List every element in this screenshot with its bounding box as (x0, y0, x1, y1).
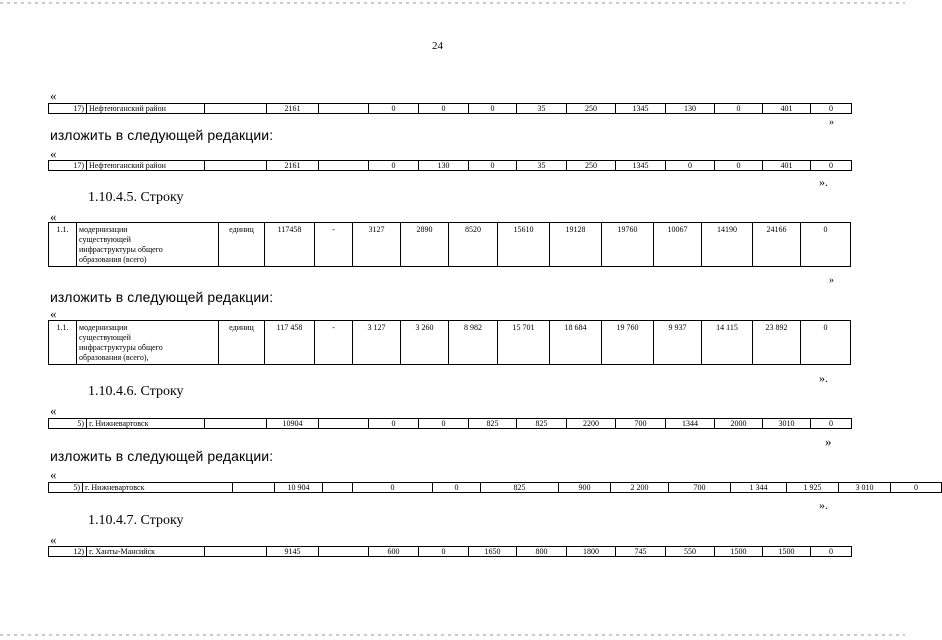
row-value-cell: 0 (369, 104, 419, 114)
row-number-cell: 12) (49, 547, 87, 557)
old-row-table (48, 222, 851, 267)
row-value-cell (319, 104, 369, 114)
row-value-cell: 1344 (666, 419, 715, 429)
row-value-cell: 1345 (616, 104, 666, 114)
row-value-cell: 24166 (753, 223, 801, 267)
description-line: образования (всего), (79, 353, 149, 362)
close-quote: » (829, 275, 834, 286)
unit-cell: единиц (219, 223, 265, 267)
row-value-cell: 0 (811, 547, 852, 557)
row-number-cell: 1.1. (49, 223, 77, 267)
row-value-cell: 3010 (763, 419, 811, 429)
row-value-cell: 0 (419, 547, 469, 557)
row-value-cell: 0 (419, 104, 469, 114)
row-value-cell: 9 937 (654, 321, 702, 365)
row-value-cell: 117 458 (265, 321, 315, 365)
row-value-cell: 2890 (401, 223, 449, 267)
row-value-cell: 825 (517, 419, 567, 429)
row-value-cell: 130 (666, 104, 715, 114)
row-value-cell: 0 (469, 104, 517, 114)
open-quote: « (50, 403, 57, 418)
row-value-cell (205, 419, 267, 429)
row-value-cell: 1 925 (787, 483, 839, 493)
description-line: инфраструктуры общего (79, 343, 163, 352)
scan-edge-bottom (0, 634, 905, 636)
row-name-cell: Нефтеюганский район (87, 161, 205, 171)
new-row-table (48, 482, 942, 493)
row-value-cell: 0 (666, 161, 715, 171)
open-quote: « (50, 306, 57, 321)
row-number-cell: 17) (49, 161, 87, 171)
row-value-cell: 2000 (715, 419, 763, 429)
row-value-cell: 130 (419, 161, 469, 171)
row-value-cell (319, 419, 369, 429)
row-value-cell: 250 (567, 161, 616, 171)
old-row-table (48, 103, 852, 114)
table-row (49, 419, 852, 429)
row-value-cell: 19760 (602, 223, 654, 267)
row-value-cell: 1 344 (731, 483, 787, 493)
row-value-cell: 15 701 (498, 321, 550, 365)
row-value-cell: 0 (801, 321, 851, 365)
row-value-cell: 0 (715, 104, 763, 114)
description-line: модернизации (79, 225, 128, 234)
row-value-cell: 1800 (567, 547, 616, 557)
row-name-cell: г. Нижневартовск (87, 419, 205, 429)
row-value-cell: 745 (616, 547, 666, 557)
row-value-cell: 35 (517, 104, 567, 114)
description-line: инфраструктуры общего (79, 245, 163, 254)
row-number-cell: 5) (49, 419, 87, 429)
row-value-cell: 3 010 (839, 483, 891, 493)
row-value-cell: 14 115 (702, 321, 753, 365)
section-title: 1.10.4.7. Строку (88, 513, 184, 528)
row-value-cell: 2161 (267, 104, 319, 114)
close-quote: » (829, 117, 834, 128)
row-value-cell: 0 (811, 104, 852, 114)
row-value-cell: 0 (369, 161, 419, 171)
row-value-cell (323, 483, 353, 493)
row-value-cell (205, 104, 267, 114)
row-value-cell: 401 (763, 161, 811, 171)
close-quote: ». (819, 371, 828, 385)
row-value-cell: 18 684 (550, 321, 602, 365)
section-title: 1.10.4.6. Строку (88, 384, 184, 399)
description-line: существующей (79, 333, 131, 342)
row-number-cell: 1.1. (49, 321, 77, 365)
row-value-cell: 401 (763, 104, 811, 114)
close-quote: ». (819, 498, 828, 512)
row-value-cell: 1500 (763, 547, 811, 557)
row-value-cell: 550 (666, 547, 715, 557)
section-title: 1.10.4.5. Строку (88, 190, 184, 205)
row-value-cell: 10 904 (275, 483, 323, 493)
row-value-cell: 23 892 (753, 321, 801, 365)
row-value-cell: 1500 (715, 547, 763, 557)
open-quote: « (50, 467, 57, 482)
table-row (49, 321, 851, 365)
old-row-table (48, 418, 852, 429)
row-number-cell: 5) (49, 483, 83, 493)
row-value-cell: 1345 (616, 161, 666, 171)
open-quote: « (50, 88, 57, 103)
row-value-cell: 800 (517, 547, 567, 557)
row-value-cell: 700 (669, 483, 731, 493)
row-value-cell: 0 (811, 419, 852, 429)
row-value-cell: 250 (567, 104, 616, 114)
row-value-cell (205, 161, 267, 171)
new-row-table (48, 320, 851, 365)
description-line: образования (всего) (79, 255, 147, 264)
row-value-cell: 0 (715, 161, 763, 171)
replace-heading: изложить в следующей редакции: (50, 127, 274, 143)
row-value-cell: - (315, 223, 353, 267)
row-value-cell: - (315, 321, 353, 365)
row-value-cell: 3 127 (353, 321, 401, 365)
replace-heading: изложить в следующей редакции: (50, 289, 274, 305)
row-value-cell: 2 200 (611, 483, 669, 493)
row-value-cell: 0 (811, 161, 852, 171)
row-value-cell: 0 (433, 483, 481, 493)
row-value-cell: 15610 (498, 223, 550, 267)
page-number: 24 (432, 40, 443, 52)
table-row (49, 104, 852, 114)
close-quote: » (825, 434, 832, 449)
row-value-cell: 900 (559, 483, 611, 493)
unit-cell: единиц (219, 321, 265, 365)
row-value-cell: 0 (469, 161, 517, 171)
row-value-cell: 1650 (469, 547, 517, 557)
close-quote: ». (819, 175, 828, 189)
row-value-cell: 2161 (267, 161, 319, 171)
table-row (49, 223, 851, 267)
row-value-cell: 825 (469, 419, 517, 429)
row-value-cell: 14190 (702, 223, 753, 267)
row-value-cell: 600 (369, 547, 419, 557)
description-line: существующей (79, 235, 131, 244)
row-name-cell: г. Нижневартовск (83, 483, 233, 493)
row-value-cell: 117458 (265, 223, 315, 267)
row-name-cell: г. Ханты-Мансийск (87, 547, 205, 557)
row-value-cell: 0 (369, 419, 419, 429)
row-number-cell: 17) (49, 104, 87, 114)
row-value-cell: 10067 (654, 223, 702, 267)
row-value-cell: 10904 (267, 419, 319, 429)
row-value-cell (205, 547, 267, 557)
row-value-cell (319, 161, 369, 171)
row-value-cell: 825 (481, 483, 559, 493)
row-value-cell: 9145 (267, 547, 319, 557)
row-value-cell: 700 (616, 419, 666, 429)
scan-edge-top (0, 2, 905, 4)
row-value-cell (319, 547, 369, 557)
row-value-cell: 19 760 (602, 321, 654, 365)
row-value-cell: 8 982 (449, 321, 498, 365)
row-value-cell: 19128 (550, 223, 602, 267)
old-row-table (48, 546, 852, 557)
row-value-cell (233, 483, 275, 493)
row-value-cell: 35 (517, 161, 567, 171)
description-line: модернизации (79, 323, 128, 332)
table-row (49, 161, 852, 171)
row-value-cell: 2200 (567, 419, 616, 429)
open-quote: « (50, 146, 57, 161)
table-row (49, 547, 852, 557)
open-quote: « (50, 209, 57, 224)
row-description-cell (77, 223, 219, 267)
row-description-cell (77, 321, 219, 365)
row-value-cell: 0 (419, 419, 469, 429)
row-value-cell: 0 (801, 223, 851, 267)
row-value-cell: 3 260 (401, 321, 449, 365)
table-row (49, 483, 942, 493)
replace-heading: изложить в следующей редакции: (50, 448, 274, 464)
row-value-cell: 3127 (353, 223, 401, 267)
row-name-cell: Нефтеюганский район (87, 104, 205, 114)
new-row-table (48, 160, 852, 171)
row-value-cell: 0 (891, 483, 942, 493)
row-value-cell: 0 (353, 483, 433, 493)
open-quote: « (50, 532, 57, 547)
row-value-cell: 8520 (449, 223, 498, 267)
